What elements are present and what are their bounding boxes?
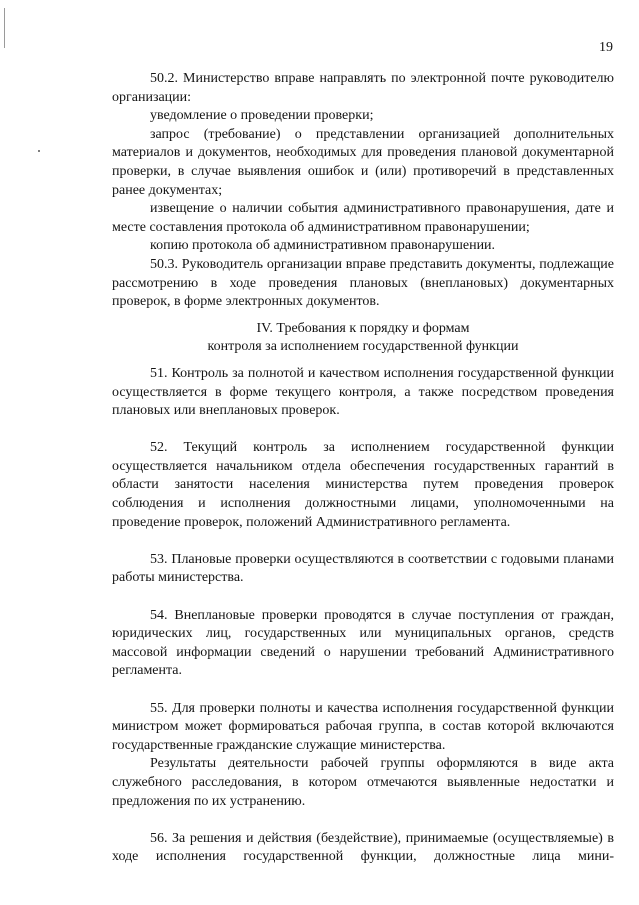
list-item-notification: уведомление о проведении проверки; <box>150 108 374 124</box>
paragraph-50-2: 50.2. Министерство вправе направлять по электронной почте руководителю организации: <box>112 71 614 105</box>
paragraph-52: 52. Текущий контроль за исполнением государственной функции осуществляется начальником отдела обеспечения государственных гарантий в области занятости населения министерства путем проведения проверок соблюдения и исполнения должностными лицами, уполномоченными на проведение проверок, положений Административного регламента. <box>112 440 614 530</box>
scan-speck <box>38 150 40 152</box>
section-heading <box>112 312 614 365</box>
page-number: 19 <box>599 40 613 55</box>
paragraph-50-3: 50.3. Руководитель организации вправе представить документы, подлежащие рассмотрению в ходе проведения плановых (внеплановых) документарных проверок, в форме электронных документов. <box>112 256 614 310</box>
list-item-notice: извещение о наличии события административного правонарушения, дате и месте составления протокола об административном правонарушении; <box>112 201 614 235</box>
paragraph-55: 55. Для проверки полноты и качества исполнения государственной функции министром может формироваться рабочая группа, в состав которой включаются государственные гражданские служащие министерства. <box>112 700 614 753</box>
list-item-protocol-copy: копию протокола об административном правонарушении. <box>150 238 496 254</box>
paragraph-53: 53. Плановые проверки осуществляются в соответствии с годовыми планами работы министерства. <box>112 551 614 586</box>
paragraph-51: 51. Контроль за полнотой и качеством исполнения государственной функции осуществляется в форме текущего контроля, а также посредством проведения плановых или внеплановых проверок. <box>112 365 614 419</box>
paragraph-55-results: Результаты деятельности рабочей группы оформляются в виде акта служебного расследования, в котором отмечаются выявленные недостатки и предложения по их устранению. <box>112 756 614 809</box>
section-heading-line-1: IV. Требования к порядку и формам <box>256 320 470 336</box>
scan-edge-line <box>4 8 5 48</box>
section-heading-line-2: контроля за исполнением государственной функции <box>207 339 519 355</box>
list-item-request: запрос (требование) о представлении организацией дополнительных материалов и документов, необходимых для проведения плановой документарной проверки, в случае выявления ошибок и (или) противоречий в представленных ранее документах; <box>112 126 614 198</box>
document-body <box>112 70 614 867</box>
paragraph-56: 56. За решения и действия (бездействие), принимаемые (осуществляемые) в ходе исполнения государственной функции, должностные лица мини- <box>112 830 614 865</box>
paragraph-54: 54. Внеплановые проверки проводятся в случае поступления от граждан, юридических лиц, государственных или муниципальных органов, средств массовой информации сведений о нарушении требований Административного регламента. <box>112 607 614 679</box>
